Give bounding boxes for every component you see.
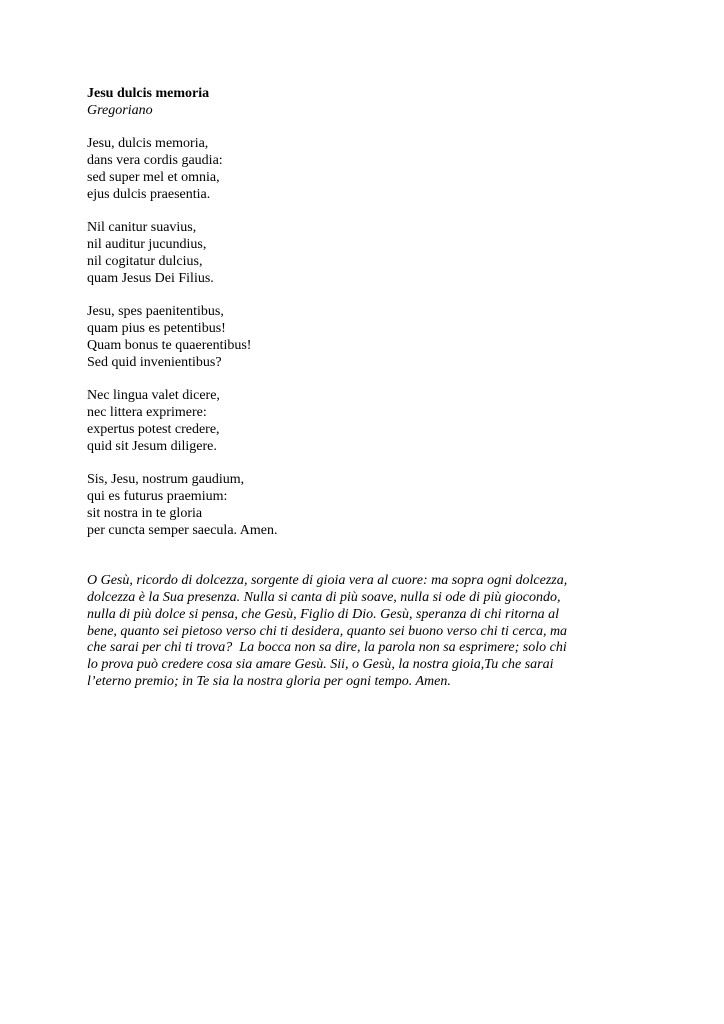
verse-line: expertus potest credere, [87, 421, 220, 437]
verse-line: nil cogitatur dulcius, [87, 253, 203, 269]
verse-line: dans vera cordis gaudia: [87, 153, 223, 169]
document-content [87, 86, 607, 691]
translation-line: bene, quanto sei pietoso verso chi ti desidera, quanto sei buono verso chi ti cerca, ma [87, 623, 568, 639]
verse-line: ejus dulcis praesentia. [87, 186, 211, 202]
verse-line: Nil canitur suavius, [87, 220, 197, 236]
stanza [87, 304, 607, 371]
verse-line: quam Jesus Dei Filius. [87, 270, 214, 286]
verse-line: per cuncta semper saecula. Amen. [87, 522, 278, 538]
verse-line: sit nostra in te gloria [87, 505, 203, 521]
translation-line: O Gesù, ricordo di dolcezza, sorgente di gioia vera al cuore: ma sopra ogni dolcezza, [87, 573, 568, 589]
italian-translation [87, 573, 607, 691]
verse-line: quam pius es petentibus! [87, 321, 226, 337]
verse-line: Jesu, dulcis memoria, [87, 136, 209, 152]
verse-line: qui es futurus praemium: [87, 489, 228, 505]
verse-line: Sed quid invenientibus? [87, 354, 222, 370]
translation-line: l’eterno premio; in Te sia la nostra gloria per ogni tempo. Amen. [87, 673, 451, 689]
stanza [87, 136, 607, 203]
translation-line: nulla di più dolce si pensa, che Gesù, Figlio di Dio. Gesù, speranza di chi ritorna al [87, 606, 560, 622]
verse-line: nec littera exprimere: [87, 405, 207, 421]
stanza [87, 388, 607, 455]
verse-line: nil auditur jucundius, [87, 237, 207, 253]
verse-line: Sis, Jesu, nostrum gaudium, [87, 472, 245, 488]
translation-line: dolcezza è la Sua presenza. Nulla si canta di più soave, nulla si ode di più giocondo, [87, 589, 561, 605]
hymn-title: Jesu dulcis memoria [87, 86, 210, 101]
translation-line: lo prova può credere cosa sia amare Gesù. Sii, o Gesù, la nostra gioia,Tu che sarai [87, 657, 554, 673]
verse-line: Jesu, spes paenitentibus, [87, 304, 224, 320]
translation-line: che sarai per chi ti trova? La bocca non sa dire, la parola non sa esprimere; solo chi [87, 640, 567, 656]
hymn-subtitle: Gregoriano [87, 102, 153, 118]
stanza [87, 220, 607, 287]
stanza [87, 472, 607, 539]
verse-line: sed super mel et omnia, [87, 169, 220, 185]
verse-line: Nec lingua valet dicere, [87, 388, 220, 404]
verse-line: Quam bonus te quaerentibus! [87, 337, 252, 353]
verse-line: quid sit Jesum diligere. [87, 438, 217, 454]
